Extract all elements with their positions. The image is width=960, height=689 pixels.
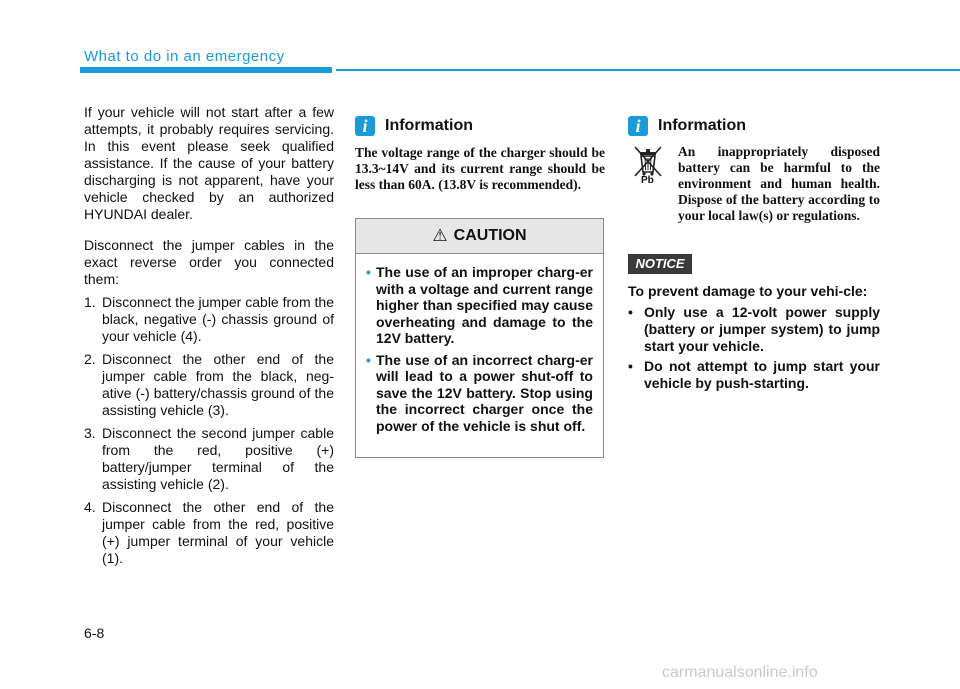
info-heading	[628, 116, 746, 136]
main-text-column	[84, 104, 334, 573]
disconnect-steps-list	[84, 294, 334, 567]
notice-list	[628, 304, 880, 392]
header-accent-bar	[80, 67, 332, 73]
notice-body	[628, 283, 880, 395]
warning-triangle-icon: ⚠	[432, 226, 448, 246]
crossed-bin-icon	[628, 144, 668, 186]
info-title: Information	[658, 117, 746, 134]
list-item: • The use of an incorrect charg-er will lead to a power shut-off to save the 12V battery. Stop using the incorrect charger once the power of the vehicle is shut off.	[366, 351, 593, 434]
list-item: 2. Disconnect the other end of the jumper cable from the black, neg-ative (-) battery/chassis ground of the assisting vehicle (3).	[84, 351, 334, 418]
section-title: What to do in an emergency	[84, 48, 285, 65]
list-item: • Only use a 12-volt power supply (battery or jumper system) to jump start your vehicle.	[628, 304, 880, 354]
list-item: 3. Disconnect the second jumper cable from the red, positive (+) battery/jumper terminal of the assisting vehicle (2).	[84, 425, 334, 492]
header-rule	[336, 69, 960, 71]
caution-header	[356, 219, 603, 254]
battery-disposal-text: An inappropriately disposed battery can be harmful to the environment and human health. Dispose of the battery according to your local law(s) or regulations.	[678, 144, 880, 223]
caution-list	[366, 264, 593, 434]
charger-info-text: The voltage range of the charger should be 13.3~14V and its current range should be less than 60A. (13.8V is recommended).	[355, 145, 605, 192]
info-icon: i	[628, 116, 648, 136]
notice-intro: To prevent damage to your vehi-cle:	[628, 283, 868, 299]
list-item: 1. Disconnect the jumper cable from the black, negative (-) chassis ground of your vehicle (4).	[84, 294, 334, 344]
info-title: Information	[385, 117, 473, 134]
disconnect-paragraph: Disconnect the jumper cables in the exact reverse order you connected them:	[84, 237, 334, 287]
list-item: • The use of an improper charg-er with a voltage and current range higher than specified may cause overheating and damage to the 12V battery.	[366, 264, 593, 346]
caution-box	[355, 218, 604, 458]
intro-paragraph: If your vehicle will not start after a few attempts, it probably requires servicing. In this event please seek qualified assistance. If the cause of your battery discharging is not apparent, have your vehicle checked by an authorized HYUNDAI dealer.	[84, 104, 334, 222]
page-number: 6-8	[84, 625, 105, 641]
watermark: carmanualsonline.info	[662, 664, 818, 681]
pb-label: Pb	[641, 175, 654, 186]
list-item: 4. Disconnect the other end of the jumper cable from the red, positive (+) jumper terminal of your vehicle (1).	[84, 499, 334, 566]
info-heading	[355, 116, 473, 136]
notice-badge: NOTICE	[628, 254, 692, 274]
info-icon: i	[355, 116, 375, 136]
caution-title: CAUTION	[453, 227, 527, 244]
list-item: • Do not attempt to jump start your vehicle by push-starting.	[628, 358, 880, 391]
